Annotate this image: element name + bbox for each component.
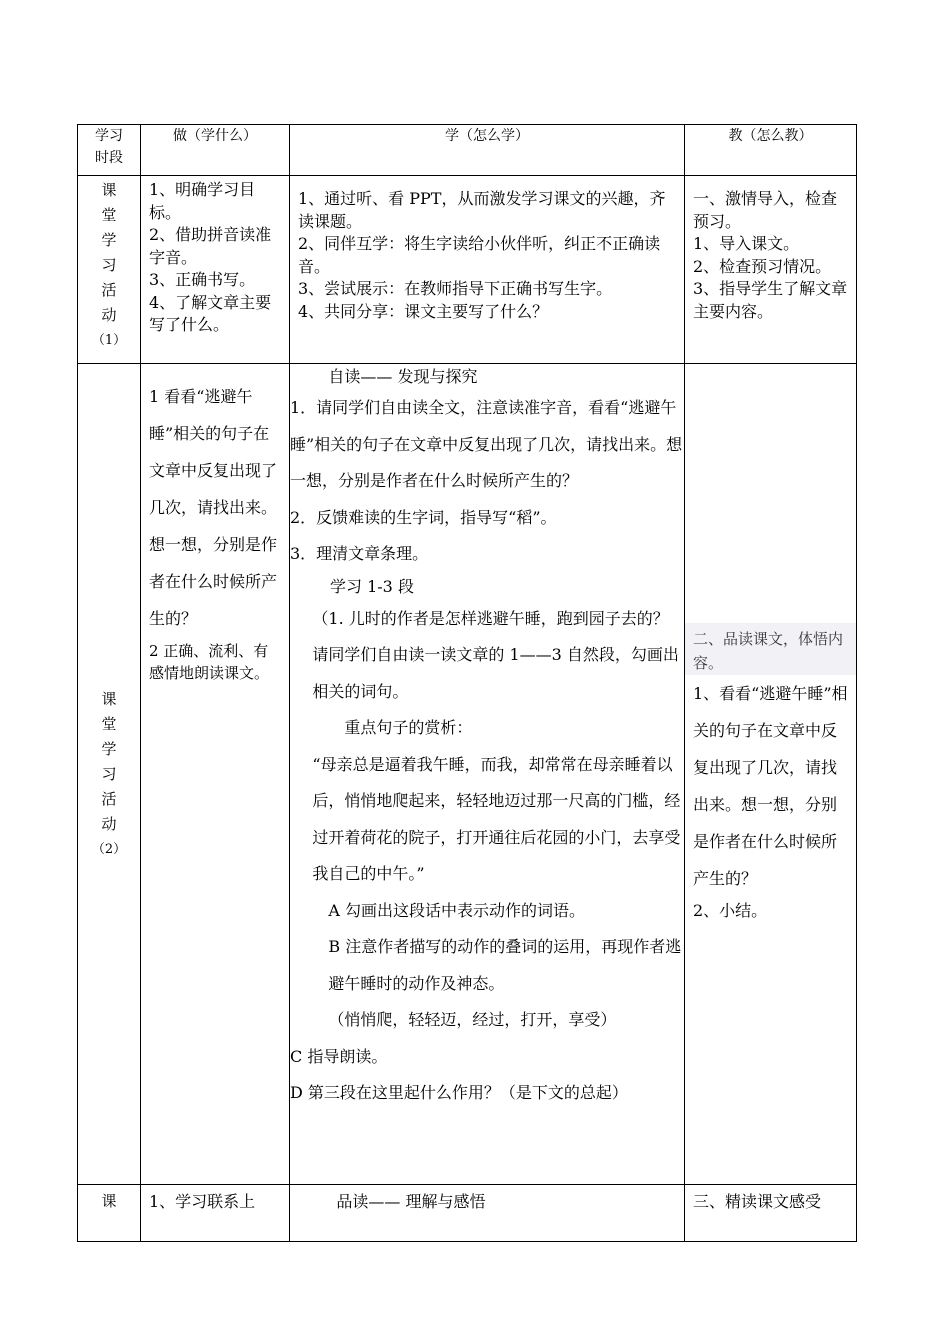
learn-item: （悄悄爬，轻轻迈，经过，打开，享受） [328, 1010, 617, 1029]
period-char: 学 [101, 739, 117, 758]
learn-item: 2．反馈难读的生字词，指导写“稻”。 [290, 507, 557, 527]
learn-heading: 品读—— 理解与感悟 [336, 1192, 486, 1211]
header-teach: 教（怎么教） [685, 125, 857, 176]
learn-item: 3、尝试展示：在教师指导下正确书写生字。 [298, 279, 613, 298]
period-char: 课 [101, 689, 117, 708]
do-item: 2、借助拼音读准字音。 [149, 225, 272, 267]
learn-item: B 注意作者描写的动作的叠词的运用，再现作者逃避午睡时的动作及神态。 [328, 937, 682, 993]
learn-subheading: 重点句子的赏析： [344, 718, 473, 737]
learn-item: 2、同伴互学：将生字读给小伙伴听，纠正不正确读音。 [298, 234, 661, 276]
teach-item: 2、检查预习情况。 [693, 256, 832, 276]
teach-item: 3、指导学生了解文章主要内容。 [693, 279, 848, 321]
learn-cell [290, 176, 685, 364]
teach-heading: 二、品读课文，体悟内容。 [685, 623, 856, 675]
period-char: 堂 [101, 714, 117, 733]
period-char: 活 [101, 281, 117, 299]
teach-cell [685, 176, 857, 364]
learn-item: 1、通过听、看 PPT，从而激发学习课文的兴趣，齐读课题。 [298, 189, 666, 231]
table-row [78, 1185, 857, 1242]
header-learn: 学（怎么学） [290, 125, 685, 176]
learn-item: A 勾画出这段话中表示动作的词语。 [328, 900, 586, 920]
period-char: 课 [101, 181, 117, 199]
table-row [78, 176, 857, 364]
do-cell [141, 364, 290, 1185]
period-char: 动 [101, 814, 117, 833]
learn-item: 1．请同学们自由读全文，注意读准字音，看看“逃避午睡”相关的句子在文章中反复出现了几次，请找出来。想一想，分别是作者在什么时候所产生的？ [290, 398, 683, 490]
teach-item: 一、激情导入，检查预习。 [693, 189, 838, 231]
period-cell [78, 364, 141, 1185]
period-char: （2） [91, 841, 127, 857]
period-char: 动 [101, 306, 117, 324]
do-item: 1、明确学习目标。 [149, 180, 256, 222]
header-period [78, 125, 141, 176]
learn-item: 4、共同分享：课文主要写了什么？ [298, 301, 549, 321]
teach-cell: 三、精读课文感受 [685, 1185, 857, 1242]
do-item: 3、正确书写。 [149, 270, 256, 289]
learn-item: 3．理清文章条理。 [290, 544, 429, 563]
period-char: 学 [101, 231, 117, 249]
period-cell [78, 1185, 141, 1242]
period-cell [78, 176, 141, 364]
header-do: 做（学什么） [141, 125, 290, 176]
teach-item: 1、导入课文。 [693, 234, 800, 253]
learn-subheading: 学习 1-3 段 [330, 576, 414, 596]
do-cell: 1、学习联系上 [141, 1185, 290, 1242]
teach-item: 1、看看“逃避午睡”相关的句子在文章中反复出现了几次，请找出来。想一想，分别是作者在什么时候所产生的？ [693, 684, 848, 888]
header-period-line: 时段 [95, 150, 123, 166]
period-char: 习 [101, 764, 117, 783]
learn-cell [290, 1185, 685, 1242]
learn-item: （1. 儿时的作者是怎样逃避午睡，跑到园子去的？请同学们自由读一读文章的 1——3 自然段，勾画出相关的词句。 [312, 608, 679, 701]
learn-heading: 自读—— 发现与探究 [328, 367, 478, 386]
do-item: 2 正确、流利、有感情地朗读课文。 [149, 642, 270, 682]
key-sentence: “母亲总是逼着我午睡，而我，却常常在母亲睡着以后，悄悄地爬起来，轻轻地迈过那一尺高的门槛，经过开着荷花的院子，打开通往后花园的小门，去享受我自己的中午。” [312, 754, 681, 883]
period-char: 堂 [101, 206, 117, 224]
do-item: 4、了解文章主要写了什么。 [149, 292, 272, 334]
period-char: 活 [101, 789, 117, 808]
teach-cell [685, 364, 857, 1185]
learn-item: D 第三段在这里起什么作用？（是下文的总起） [290, 1083, 628, 1102]
do-item: 1 看看“逃避午睡”相关的句子在文章中反复出现了几次，请找出来。想一想，分别是作者在什么时候所产生的？ [149, 387, 278, 628]
learn-cell [290, 364, 685, 1185]
header-period-line: 学习 [95, 128, 123, 144]
header-row [78, 125, 857, 176]
teach-item: 2、小结。 [693, 901, 768, 920]
lesson-plan-table [77, 124, 857, 1242]
do-cell [141, 176, 290, 364]
period-char: （1） [91, 333, 127, 348]
table-row [78, 364, 857, 1185]
period-char: 习 [101, 256, 117, 274]
learn-item: C 指导朗读。 [290, 1046, 388, 1066]
period-char: 课 [101, 1192, 117, 1210]
